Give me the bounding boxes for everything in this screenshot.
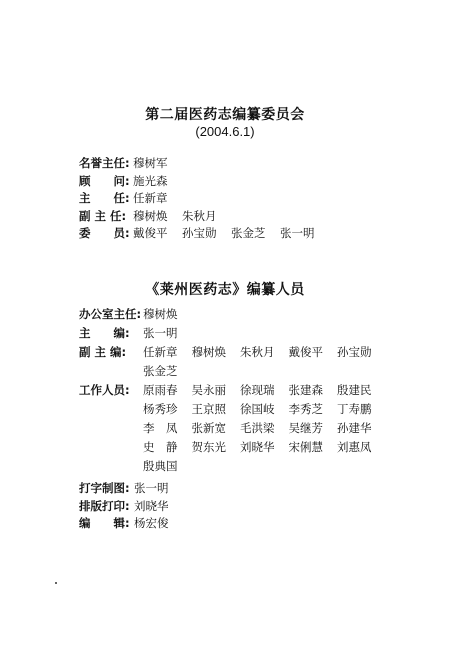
person-name: 刘惠凤: [337, 440, 372, 454]
person-name: 任新章: [143, 345, 178, 359]
person-name: 吴继芳: [288, 421, 323, 435]
committee-row: [79, 173, 440, 191]
row-label: 主 任:: [79, 191, 130, 205]
staff-row: [79, 439, 440, 458]
person-name: 丁寿鹏: [337, 402, 372, 416]
staff-row: [79, 382, 440, 401]
person-name: 孙宝勋: [337, 345, 372, 359]
committee-row: [79, 155, 440, 173]
person-name: 张一明: [280, 226, 315, 240]
committee-date: (2004.6.1): [195, 124, 255, 139]
person-name: 王京照: [191, 402, 226, 416]
production-row: [79, 480, 440, 498]
person-name: 穆树焕: [191, 345, 226, 359]
committee-row: [79, 225, 440, 243]
person-name: 毛洪梁: [240, 421, 275, 435]
row-label: 副 主 任:: [79, 208, 127, 223]
person-name: 李 凤: [143, 421, 178, 435]
committee-title: 第二届医药志编纂委员会: [145, 107, 305, 123]
person-name: 杨宏俊: [134, 516, 169, 530]
row-label: 编 辑:: [79, 516, 130, 530]
staff-row: [79, 325, 440, 344]
committee-row: [79, 208, 440, 226]
person-name: 穆树焕: [143, 307, 178, 321]
row-label: 打字制图:: [79, 481, 130, 495]
row-label: 委 员:: [79, 226, 130, 240]
row-label: 顾 问:: [79, 173, 130, 188]
row-label: 副 主 编:: [79, 345, 127, 359]
staff-row: [79, 458, 440, 477]
staff-row: [79, 401, 440, 420]
person-name: 徐现瑞: [240, 383, 275, 397]
person-name: 徐国岐: [240, 402, 275, 416]
production-row: [79, 498, 440, 516]
person-name: 原雨春: [143, 383, 178, 397]
page-mark: [55, 582, 57, 584]
person-name: 施光森: [133, 173, 168, 188]
person-name: 张一明: [143, 326, 178, 340]
row-label: 名誉主任:: [79, 156, 130, 170]
person-name: 朱秋月: [240, 345, 275, 359]
staff-title: 《莱州医药志》编纂人员: [145, 282, 305, 298]
committee-row: [79, 190, 440, 208]
person-name: 吴永丽: [191, 383, 226, 397]
person-name: 张金芝: [143, 364, 178, 378]
person-name: 任新章: [133, 191, 168, 205]
person-name: 孙宝勋: [182, 226, 217, 240]
person-name: 贺东光: [191, 440, 226, 454]
person-name: 孙建华: [337, 421, 372, 435]
row-label: 办公室主任:: [79, 307, 142, 321]
person-name: 朱秋月: [182, 208, 217, 223]
person-name: 张新宽: [191, 421, 226, 435]
row-label: 排版打印:: [79, 498, 130, 513]
person-name: 张金芝: [231, 226, 266, 240]
person-name: 刘晓华: [134, 498, 169, 513]
person-name: 戴俊平: [133, 226, 168, 240]
staff-row: [79, 420, 440, 439]
person-name: 穆树军: [133, 156, 168, 170]
production-row: [79, 515, 440, 533]
person-name: 穆树焕: [133, 208, 168, 223]
person-name: 张一明: [134, 481, 169, 495]
person-name: 杨秀珍: [143, 402, 178, 416]
staff-row: [79, 344, 440, 363]
person-name: 李秀芝: [288, 402, 323, 416]
person-name: 戴俊平: [288, 345, 323, 359]
staff-row: [79, 306, 440, 325]
person-name: 刘晓华: [240, 440, 275, 454]
staff-row: [79, 363, 440, 382]
person-name: 宋俐慧: [288, 440, 323, 454]
row-label: 工作人员:: [79, 383, 130, 397]
person-name: 殷典国: [143, 459, 178, 473]
person-name: 张建森: [288, 383, 323, 397]
row-label: 主 编:: [79, 326, 130, 340]
person-name: 史 静: [143, 440, 178, 454]
person-name: 殷建民: [337, 383, 372, 397]
